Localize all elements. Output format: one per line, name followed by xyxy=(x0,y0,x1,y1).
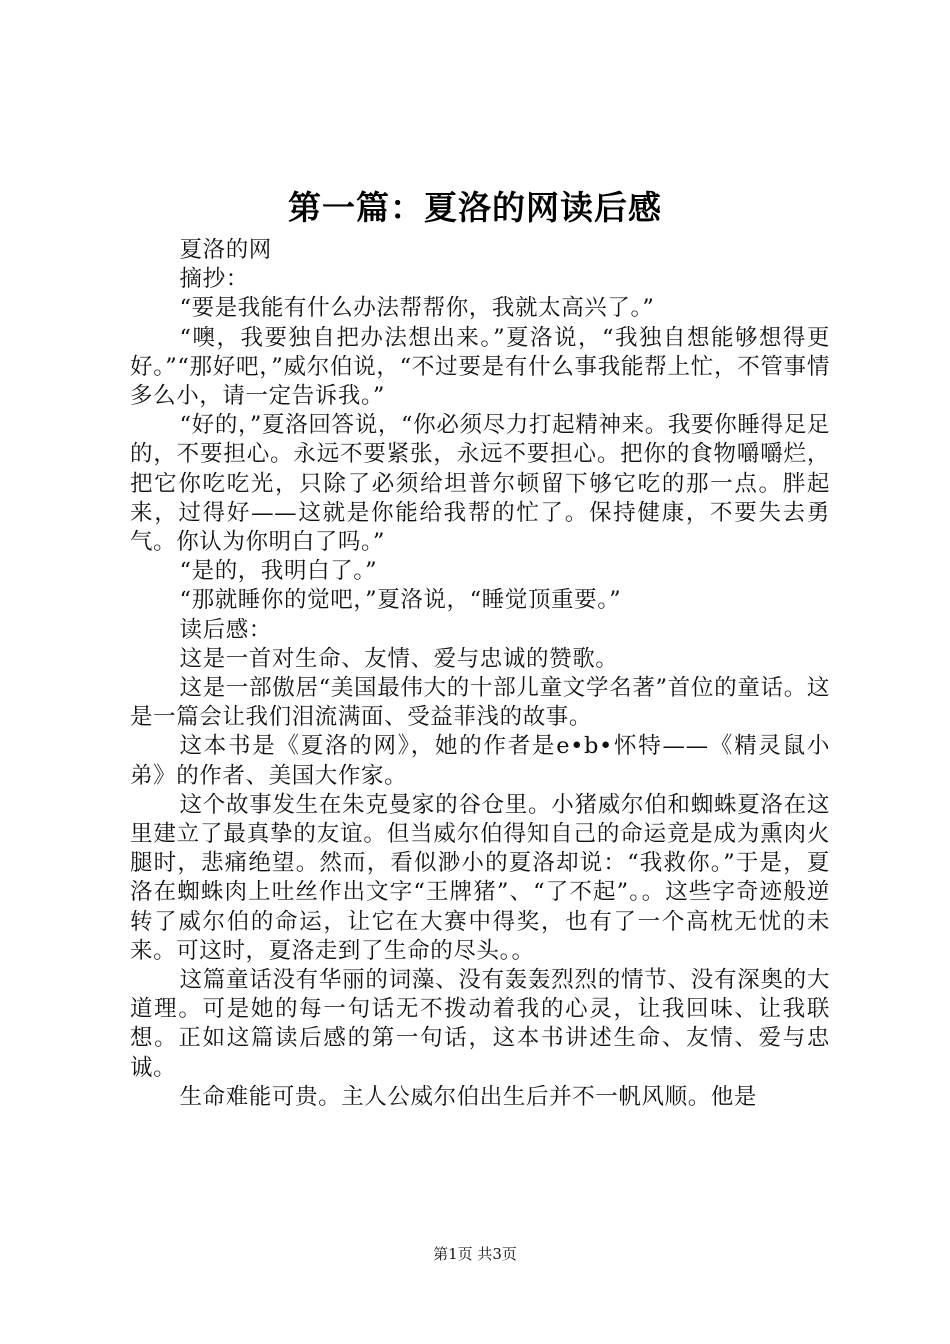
paragraph: 这个故事发生在朱克曼家的谷仓里。小猪威尔伯和蜘蛛夏洛在这里建立了最真挚的友谊。但当威尔伯得知自己的命运竟是成为熏肉火腿时，悲痛绝望。然而，看似渺小的夏洛却说：“我救你。”于是，夏洛在蜘蛛肉上吐丝作出文字“王牌猪”、“了不起”。。这些字奇迹般逆转了威尔伯的命运，让它在大赛中得奖，也有了一个高枕无忧的未来。可这时，夏洛走到了生命的尽头。。 xyxy=(130,791,830,964)
paragraph: 这是一首对生命、友情、爱与忠诚的赞歌。 xyxy=(179,645,619,672)
paragraph: 摘抄： xyxy=(179,266,249,293)
paragraph: 这本书是《夏洛的网》，她的作者是e•b•怀特——《精灵鼠小弟》的作者、美国大作家。 xyxy=(130,733,830,789)
paragraph: “噢，我要独自把办法想出来。”夏洛说，“我独自想能够想得更好。”“那好吧，”威尔伯说，“不过要是有什么事我能帮上忙，不管事情多么小，请一定告诉我。” xyxy=(130,324,830,410)
paragraph: 这篇童话没有华丽的词藻、没有轰轰烈烈的情节、没有深奥的大道理。可是她的每一句话无不拨动着我的心灵，让我回味、让我联想。正如这篇读后感的第一句话，这本书讲述生命、友情、爱与忠诚。 xyxy=(130,967,830,1081)
document-title: 第一篇：夏洛的网读后感 xyxy=(288,188,662,227)
paragraph: “要是我能有什么办法帮帮你，我就太高兴了。” xyxy=(179,295,655,322)
paragraph: 读后感： xyxy=(179,616,272,643)
paragraph: 夏洛的网 xyxy=(179,237,272,263)
paragraph: “是的，我明白了。” xyxy=(179,558,378,585)
paragraph: 生命难能可贵。主人公威尔伯出生后并不一帆风顺。他是 xyxy=(179,1083,758,1110)
paragraph: “好的，”夏洛回答说，“你必须尽力打起精神来。我要你睡得足足的，不要担心。永远不要紧张，永远不要担心。把你的食物嚼嚼烂，把它你吃吃光，只除了必须给坦普尔顿留下够它吃的那一点。胖起来，过得好——这就是你能给我帮的忙了。保持健康，不要失去勇气。你认为你明白了吗。” xyxy=(130,412,830,556)
paragraph: 这是一部傲居“美国最伟大的十部儿童文学名著”首位的童话。这是一篇会让我们泪流满面、受益菲浅的故事。 xyxy=(130,675,830,731)
paragraph: “那就睡你的觉吧，”夏洛说，“睡觉顶重要。” xyxy=(179,587,622,614)
document-body xyxy=(130,236,830,1112)
page-number-footer: 第1页 共3页 xyxy=(433,1245,517,1263)
